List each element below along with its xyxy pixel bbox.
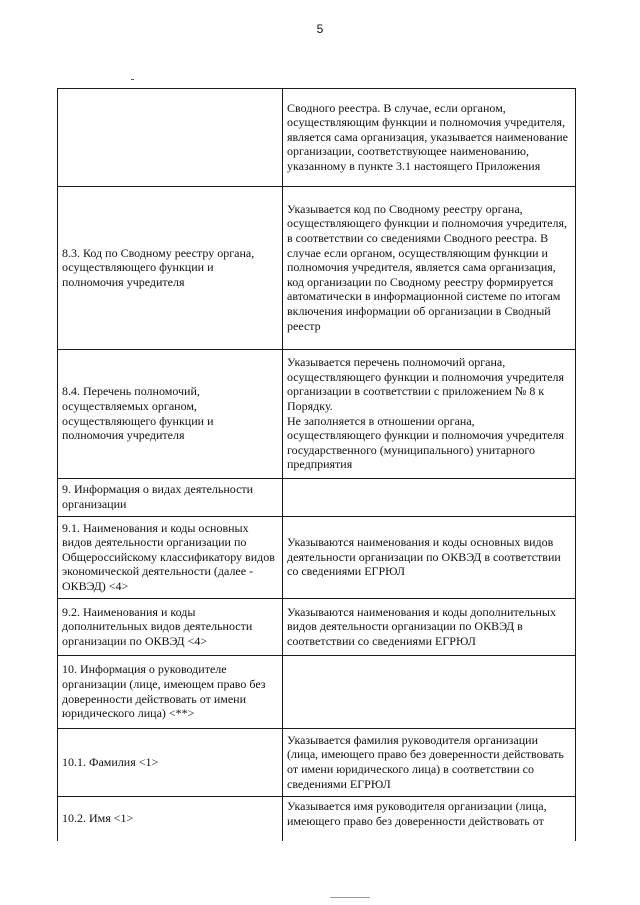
field-name-cell [58,89,283,187]
description-text: Указывается фамилия руководителя организации (лица, имеющего право без доверенности действовать от имени юридического лица) в соответствии со сведениями ЕГРЮЛ [287,732,564,791]
page-number: 5 [316,22,324,36]
table-row [58,479,576,517]
field-name-cell: 9.1. Наименования и коды основных видов деятельности организации по Общероссийскому классификатору видов экономической деятельности (далее - ОКВЭД) <4> [58,517,283,599]
description-text: Не заполняется в отношении органа, осуществляющего функции и полномочия учредителя государственного (муниципального) унитарного предприятия [287,413,565,472]
field-name-cell: 10.2. Имя <1> [58,797,283,841]
field-description-cell [283,187,576,350]
description-text: Указывается имя руководителя организации (лица, имеющего право без доверенности действовать от [287,799,547,828]
table-row [58,517,576,599]
table-row [58,599,576,656]
field-description-cell [283,350,576,479]
description-text: Указываются наименования и коды основных видов деятельности организации по ОКВЭД в соответствии со сведениями ЕГРЮЛ [287,535,561,579]
description-text: Указывается код по Сводному реестру органа, осуществляющего функции и полномочия учредителя, в соответствии со сведениями Сводного реестра. В случае если органом, осуществляющим функции и полномочия учредителя, является сама организация, код организации по Сводному реестру формируется автоматически в информационной системе по итогам включения информации об организации в Сводный реестр [287,201,568,333]
field-name-cell: 10.1. Фамилия <1> [58,729,283,797]
section-heading-cell: 9. Информация о видах деятельности организации [58,479,283,517]
description-text: Указываются наименования и коды дополнительных видов деятельности организации по ОКВЭД в соответствии со сведениями ЕГРЮЛ [287,604,556,648]
field-description-cell [283,797,576,841]
scan-speck [131,79,134,80]
field-name-cell: 9.2. Наименования и коды дополнительных видов деятельности организации по ОКВЭД <4> [58,599,283,656]
description-text: Указывается перечень полномочий органа, осуществляющего функции и полномочия учредителя организации в соответствии с приложением № 8 к Порядку. [287,355,565,413]
table-row [58,729,576,797]
table-row [58,350,576,479]
field-name-cell: 8.4. Перечень полномочий, осуществляемых органом, осуществляющего функции и полномочия учредителя [58,350,283,479]
table-row [58,89,576,187]
field-description-cell [283,517,576,599]
table-row [58,797,576,841]
field-description-cell [283,89,576,187]
scan-smudge [330,897,370,898]
empty-description-cell [283,479,576,517]
description-text: Сводного реестра. В случае, если органом, осуществляющим функции и полномочия учредителя, является сама организация, указывается наименование организации, соответствующее наименованию, указанному в пункте 3.1 настоящего Приложения [287,100,568,173]
field-description-cell [283,599,576,656]
field-name-cell: 8.3. Код по Сводному реестру органа, осуществляющего функции и полномочия учредителя [58,187,283,350]
table-row [58,656,576,729]
requirements-table [57,88,576,841]
table-row [58,187,576,350]
empty-description-cell [283,656,576,729]
field-description-cell [283,729,576,797]
section-heading-cell: 10. Информация о руководителе организации (лице, имеющем право без доверенности действовать от имени юридического лица) <**> [58,656,283,729]
